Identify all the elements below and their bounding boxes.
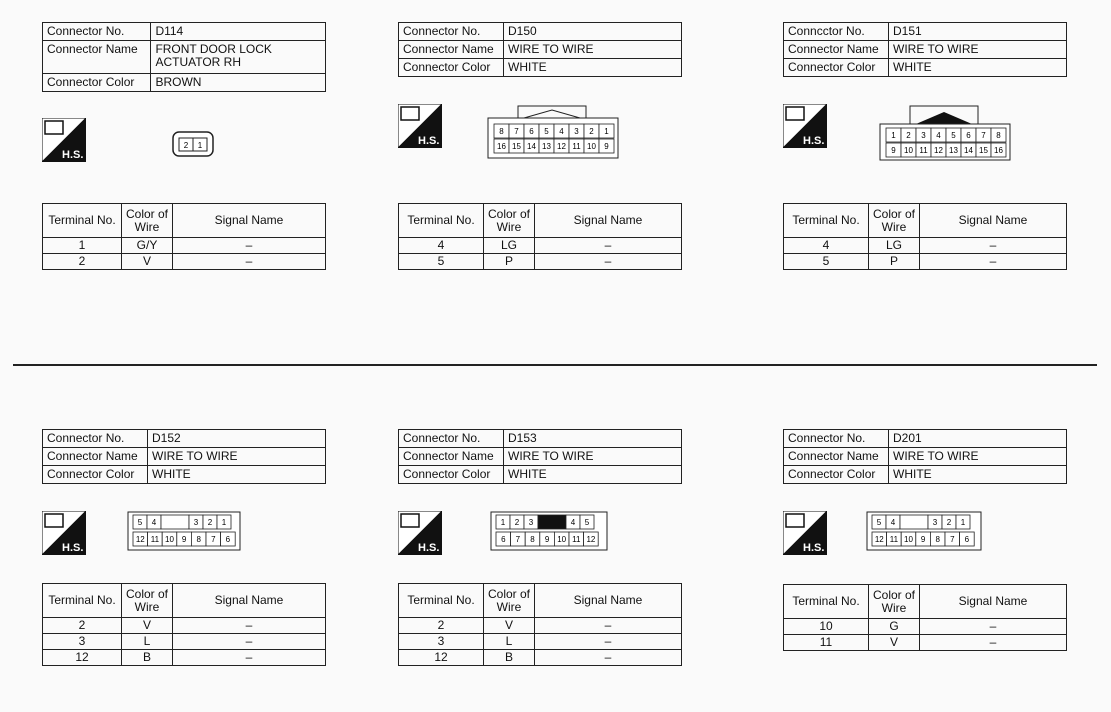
- wire-color: V: [122, 618, 173, 634]
- label-connector-color: Connector Color: [43, 466, 148, 484]
- signal-name: –: [920, 635, 1067, 651]
- header-terminal-no: Terminal No.: [43, 204, 122, 238]
- label-connector-no: Conncctor No.: [784, 23, 889, 41]
- label-connector-no: Connector No.: [43, 430, 148, 448]
- pin-label: 1: [197, 141, 203, 150]
- signal-name: –: [173, 618, 326, 634]
- label-connector-name: Connector Name: [399, 41, 504, 59]
- connector-info-table: [42, 22, 326, 92]
- section-divider: [13, 364, 1097, 366]
- connector-name-value: WIRE TO WIRE: [504, 41, 682, 59]
- connector-no-value: D151: [889, 23, 1067, 41]
- label-connector-no: Connector No.: [399, 23, 504, 41]
- hs-label: H.S.: [803, 542, 825, 554]
- hs-symbol-icon: [783, 511, 827, 555]
- terminal-no: 2: [399, 618, 484, 634]
- pin-label: 9: [920, 535, 926, 544]
- pin-label: 12: [586, 535, 596, 544]
- pin-label: 7: [515, 535, 521, 544]
- pin-label: 3: [528, 518, 534, 527]
- pin-label: 2: [589, 127, 594, 136]
- connector-no-value: D201: [889, 430, 1067, 448]
- pin-label: 3: [574, 127, 579, 136]
- pin-label: 6: [964, 535, 970, 544]
- signal-name: –: [920, 254, 1067, 270]
- wire-color: P: [869, 254, 920, 270]
- pin-label: 10: [557, 535, 567, 544]
- signal-name: –: [535, 254, 682, 270]
- hs-label: H.S.: [62, 542, 84, 554]
- header-signal-name: Signal Name: [173, 204, 326, 238]
- connector-face-d150: [486, 104, 620, 162]
- terminal-no: 2: [43, 618, 122, 634]
- terminal-table-d152: [42, 583, 326, 666]
- label-connector-no: Connector No.: [43, 23, 151, 41]
- connector-panel-d201: [783, 429, 1067, 484]
- hs-label: H.S.: [418, 542, 440, 554]
- pin-label: 16: [497, 142, 506, 151]
- pin-label: 5: [951, 131, 956, 140]
- terminal-table-d201: [783, 584, 1067, 651]
- pin-cell: [900, 515, 928, 529]
- pin-label: 4: [570, 518, 576, 527]
- pin-label: 10: [904, 535, 913, 544]
- pin-label: 3: [921, 131, 926, 140]
- pin-label: 9: [181, 535, 187, 544]
- terminal-no: 12: [43, 650, 122, 666]
- pin-label: 4: [890, 518, 896, 527]
- pin-label: 8: [196, 535, 201, 544]
- pin-label: 11: [150, 535, 160, 544]
- connector-no-value: D153: [504, 430, 682, 448]
- pin-label: 5: [876, 518, 882, 527]
- hs-symbol-icon: [42, 511, 86, 555]
- pin-label: 2: [906, 131, 911, 140]
- header-signal-name: Signal Name: [920, 585, 1067, 619]
- connector-face-d201: [866, 511, 982, 551]
- pin-label: 1: [891, 131, 896, 140]
- signal-name: –: [535, 618, 682, 634]
- label-connector-color: Connector Color: [399, 466, 504, 484]
- pin-label: 11: [919, 146, 928, 155]
- header-color-of-wire: Color of Wire: [122, 584, 173, 618]
- pin-label: 6: [501, 535, 506, 544]
- signal-name: –: [173, 254, 326, 270]
- header-terminal-no: Terminal No.: [399, 584, 484, 618]
- header-color-of-wire: Color of Wire: [484, 584, 535, 618]
- connector-color-value: WHITE: [889, 466, 1067, 484]
- connector-color-value: WHITE: [504, 59, 682, 77]
- connector-face-d151: [878, 104, 1012, 162]
- header-color-of-wire: Color of Wire: [122, 204, 173, 238]
- connector-color-value: WHITE: [889, 59, 1067, 77]
- pin-label: 7: [211, 535, 216, 544]
- connector-face-d152: [127, 511, 241, 551]
- terminal-no: 4: [784, 238, 869, 254]
- terminal-no: 2: [43, 254, 122, 270]
- wire-color: B: [122, 650, 173, 666]
- wire-color: G: [869, 619, 920, 635]
- header-color-of-wire: Color of Wire: [869, 585, 920, 619]
- hs-label: H.S.: [803, 135, 825, 147]
- connector-name-value: WIRE TO WIRE: [504, 448, 682, 466]
- hs-symbol-icon: [42, 118, 86, 162]
- wire-color: LG: [869, 238, 920, 254]
- signal-name: –: [920, 619, 1067, 635]
- pin-label: 6: [529, 127, 534, 136]
- connector-no-value: D114: [151, 23, 326, 41]
- pin-label: 9: [604, 142, 609, 151]
- pin-cell: [161, 515, 189, 529]
- label-connector-no: Connector No.: [399, 430, 504, 448]
- wire-color: G/Y: [122, 238, 173, 254]
- pin-label: 10: [587, 142, 596, 151]
- label-connector-no: Connector No.: [784, 430, 889, 448]
- pin-label: 10: [165, 535, 174, 544]
- pin-label: 15: [979, 146, 988, 155]
- signal-name: –: [535, 634, 682, 650]
- label-connector-color: Connector Color: [399, 59, 504, 77]
- terminal-no: 3: [43, 634, 122, 650]
- header-signal-name: Signal Name: [535, 584, 682, 618]
- pin-label: 9: [891, 146, 896, 155]
- terminal-no: 4: [399, 238, 484, 254]
- terminal-no: 3: [399, 634, 484, 650]
- header-signal-name: Signal Name: [920, 204, 1067, 238]
- connector-name-value: WIRE TO WIRE: [889, 448, 1067, 466]
- hs-label: H.S.: [418, 135, 440, 147]
- connector-name-value: WIRE TO WIRE: [889, 41, 1067, 59]
- label-connector-name: Connector Name: [43, 448, 148, 466]
- terminal-no: 1: [43, 238, 122, 254]
- wire-color: L: [122, 634, 173, 650]
- wire-color: V: [869, 635, 920, 651]
- pin-label: 1: [221, 518, 227, 527]
- terminal-no: 12: [399, 650, 484, 666]
- pin-label: 14: [527, 142, 536, 151]
- pin-cell: [538, 515, 566, 529]
- pin-label: 13: [949, 146, 958, 155]
- connector-panel-d153: [398, 429, 682, 484]
- connector-name-value: FRONT DOOR LOCK ACTUATOR RH: [151, 41, 326, 74]
- label-connector-name: Connector Name: [784, 448, 889, 466]
- pin-label: 5: [544, 127, 549, 136]
- pin-label: 16: [994, 146, 1003, 155]
- wire-color: LG: [484, 238, 535, 254]
- connector-color-value: WHITE: [148, 466, 326, 484]
- pin-label: 12: [874, 535, 884, 544]
- terminal-no: 5: [784, 254, 869, 270]
- pin-label: 5: [137, 518, 143, 527]
- pin-label: 6: [966, 131, 971, 140]
- connector-color-value: WHITE: [504, 466, 682, 484]
- terminal-table-d150: [398, 203, 682, 270]
- pin-label: 7: [981, 131, 986, 140]
- signal-name: –: [535, 650, 682, 666]
- pin-label: 7: [514, 127, 519, 136]
- label-connector-color: Connector Color: [784, 466, 889, 484]
- hs-symbol-icon: [398, 511, 442, 555]
- header-terminal-no: Terminal No.: [399, 204, 484, 238]
- header-signal-name: Signal Name: [173, 584, 326, 618]
- hs-symbol-icon: [783, 104, 827, 148]
- pin-label: 2: [183, 141, 189, 150]
- pin-label: 9: [544, 535, 550, 544]
- pin-label: 5: [584, 518, 590, 527]
- header-color-of-wire: Color of Wire: [484, 204, 535, 238]
- pin-label: 3: [932, 518, 938, 527]
- signal-name: –: [535, 238, 682, 254]
- pin-label: 11: [572, 142, 581, 151]
- pin-label: 11: [889, 535, 899, 544]
- header-terminal-no: Terminal No.: [784, 204, 869, 238]
- label-connector-name: Connector Name: [784, 41, 889, 59]
- pin-label: 8: [530, 535, 535, 544]
- terminal-table-d151: [783, 203, 1067, 270]
- signal-name: –: [173, 634, 326, 650]
- wire-color: P: [484, 254, 535, 270]
- terminal-no: 5: [399, 254, 484, 270]
- label-connector-name: Connector Name: [399, 448, 504, 466]
- pin-label: 2: [946, 518, 952, 527]
- label-connector-color: Connector Color: [43, 74, 151, 92]
- hs-label: H.S.: [62, 149, 84, 161]
- connector-face-d114: [171, 128, 215, 160]
- header-color-of-wire: Color of Wire: [869, 204, 920, 238]
- pin-label: 2: [514, 518, 520, 527]
- signal-name: –: [173, 650, 326, 666]
- pin-label: 15: [512, 142, 521, 151]
- pin-label: 3: [193, 518, 199, 527]
- wire-color: V: [484, 618, 535, 634]
- pin-label: 8: [996, 131, 1001, 140]
- pin-label: 4: [151, 518, 157, 527]
- connector-panel-d150: [398, 22, 682, 77]
- connector-color-value: BROWN: [151, 74, 326, 92]
- pin-label: 14: [964, 146, 973, 155]
- pin-label: 7: [950, 535, 955, 544]
- terminal-no: 10: [784, 619, 869, 635]
- label-connector-color: Connector Color: [784, 59, 889, 77]
- pin-label: 12: [135, 535, 145, 544]
- hs-symbol-icon: [398, 104, 442, 148]
- pin-label: 8: [499, 127, 504, 136]
- terminal-no: 11: [784, 635, 869, 651]
- wire-color: L: [484, 634, 535, 650]
- pin-label: 1: [960, 518, 966, 527]
- pin-label: 12: [557, 142, 566, 151]
- pin-label: 8: [935, 535, 940, 544]
- connector-no-value: D152: [148, 430, 326, 448]
- signal-name: –: [173, 238, 326, 254]
- connector-no-value: D150: [504, 23, 682, 41]
- header-terminal-no: Terminal No.: [784, 585, 869, 619]
- signal-name: –: [920, 238, 1067, 254]
- pin-label: 1: [500, 518, 506, 527]
- terminal-table-d153: [398, 583, 682, 666]
- pin-label: 10: [904, 146, 913, 155]
- wire-color: V: [122, 254, 173, 270]
- header-signal-name: Signal Name: [535, 204, 682, 238]
- wire-color: B: [484, 650, 535, 666]
- header-terminal-no: Terminal No.: [43, 584, 122, 618]
- connector-name-value: WIRE TO WIRE: [148, 448, 326, 466]
- pin-label: 2: [207, 518, 213, 527]
- pin-label: 6: [225, 535, 231, 544]
- connector-panel-d114: [42, 22, 326, 92]
- pin-label: 1: [604, 127, 609, 136]
- pin-label: 4: [559, 127, 564, 136]
- pin-label: 13: [542, 142, 551, 151]
- connector-panel-d151: [783, 22, 1067, 77]
- pin-label: 12: [934, 146, 943, 155]
- pin-label: 4: [936, 131, 941, 140]
- connector-face-d153: [490, 511, 608, 551]
- label-connector-name: Connector Name: [43, 41, 151, 74]
- connector-panel-d152: [42, 429, 326, 484]
- pin-label: 11: [572, 535, 581, 544]
- terminal-table-d114: [42, 203, 326, 270]
